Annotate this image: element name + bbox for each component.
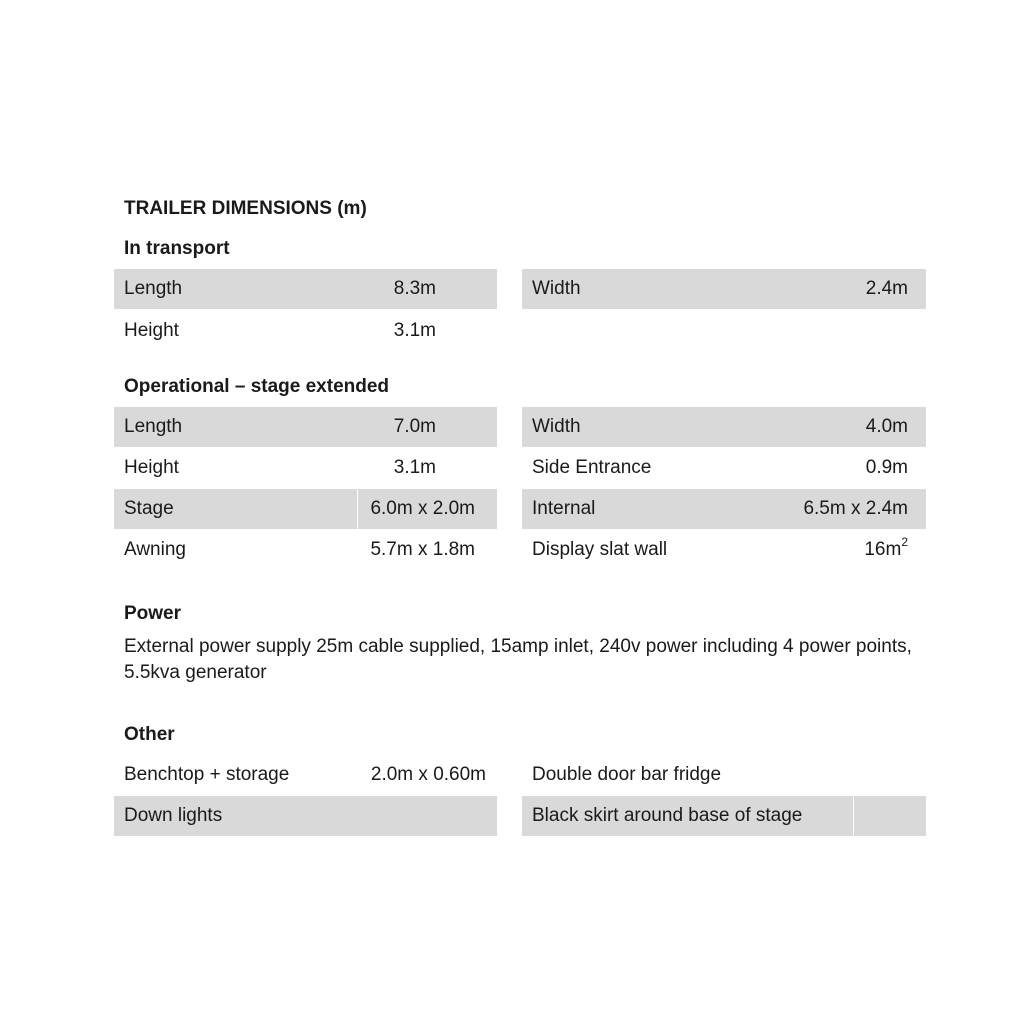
row-value: 7.0m xyxy=(393,416,436,437)
transport-length-row xyxy=(114,269,497,309)
superscript: 2 xyxy=(901,534,908,549)
row-label: Double door bar fridge xyxy=(532,764,722,785)
row-value: 2.4m xyxy=(865,278,908,299)
row-label: Down lights xyxy=(124,805,223,826)
row-label: Length xyxy=(124,278,183,299)
operational-side-entrance-row xyxy=(522,448,926,488)
row-value: 6.0m x 2.0m xyxy=(370,498,475,519)
row-label: Benchtop + storage xyxy=(124,764,290,785)
section-heading-other: Other xyxy=(124,724,175,745)
row-value xyxy=(864,530,908,570)
operational-length-row xyxy=(114,407,497,447)
row-value: 3.1m xyxy=(393,457,436,478)
row-label: Internal xyxy=(532,498,596,519)
section-heading-power: Power xyxy=(124,603,182,624)
row-value: 3.1m xyxy=(393,320,436,341)
operational-internal-row xyxy=(522,489,926,529)
row-value: 4.0m xyxy=(865,416,908,437)
row-value: 2.0m x 0.60m xyxy=(370,764,486,785)
row-value: 6.5m x 2.4m xyxy=(803,498,908,519)
value-text: 16m xyxy=(864,539,902,560)
cell-divider xyxy=(853,796,854,836)
row-label: Side Entrance xyxy=(532,457,652,478)
row-label: Width xyxy=(532,278,581,299)
row-label: Stage xyxy=(124,498,174,519)
row-value: 0.9m xyxy=(865,457,908,478)
row-value: 8.3m xyxy=(393,278,436,299)
cell-divider xyxy=(357,489,358,529)
transport-height-row xyxy=(114,311,497,351)
operational-slat-wall-row xyxy=(522,530,926,570)
row-label: Display slat wall xyxy=(532,539,668,560)
operational-stage-row xyxy=(114,489,497,529)
section-heading-transport: In transport xyxy=(124,238,230,259)
operational-width-row xyxy=(522,407,926,447)
row-value: 5.7m x 1.8m xyxy=(370,539,475,560)
power-description: External power supply 25m cable supplied, 15amp inlet, 240v power including 4 power points, 5.5kva generator xyxy=(124,636,912,683)
row-label: Height xyxy=(124,457,179,478)
row-label: Black skirt around base of stage xyxy=(532,805,803,826)
other-benchtop-row xyxy=(114,755,497,795)
other-fridge-row xyxy=(522,755,926,795)
section-heading-operational: Operational – stage extended xyxy=(124,376,390,397)
other-lights-row xyxy=(114,796,497,836)
operational-awning-row xyxy=(114,530,497,570)
row-label: Height xyxy=(124,320,179,341)
row-label: Awning xyxy=(124,539,186,560)
page-title: TRAILER DIMENSIONS (m) xyxy=(124,198,367,219)
transport-width-row xyxy=(522,269,926,309)
row-label: Length xyxy=(124,416,183,437)
row-label: Width xyxy=(532,416,581,437)
operational-height-row xyxy=(114,448,497,488)
other-skirt-row xyxy=(522,796,926,836)
